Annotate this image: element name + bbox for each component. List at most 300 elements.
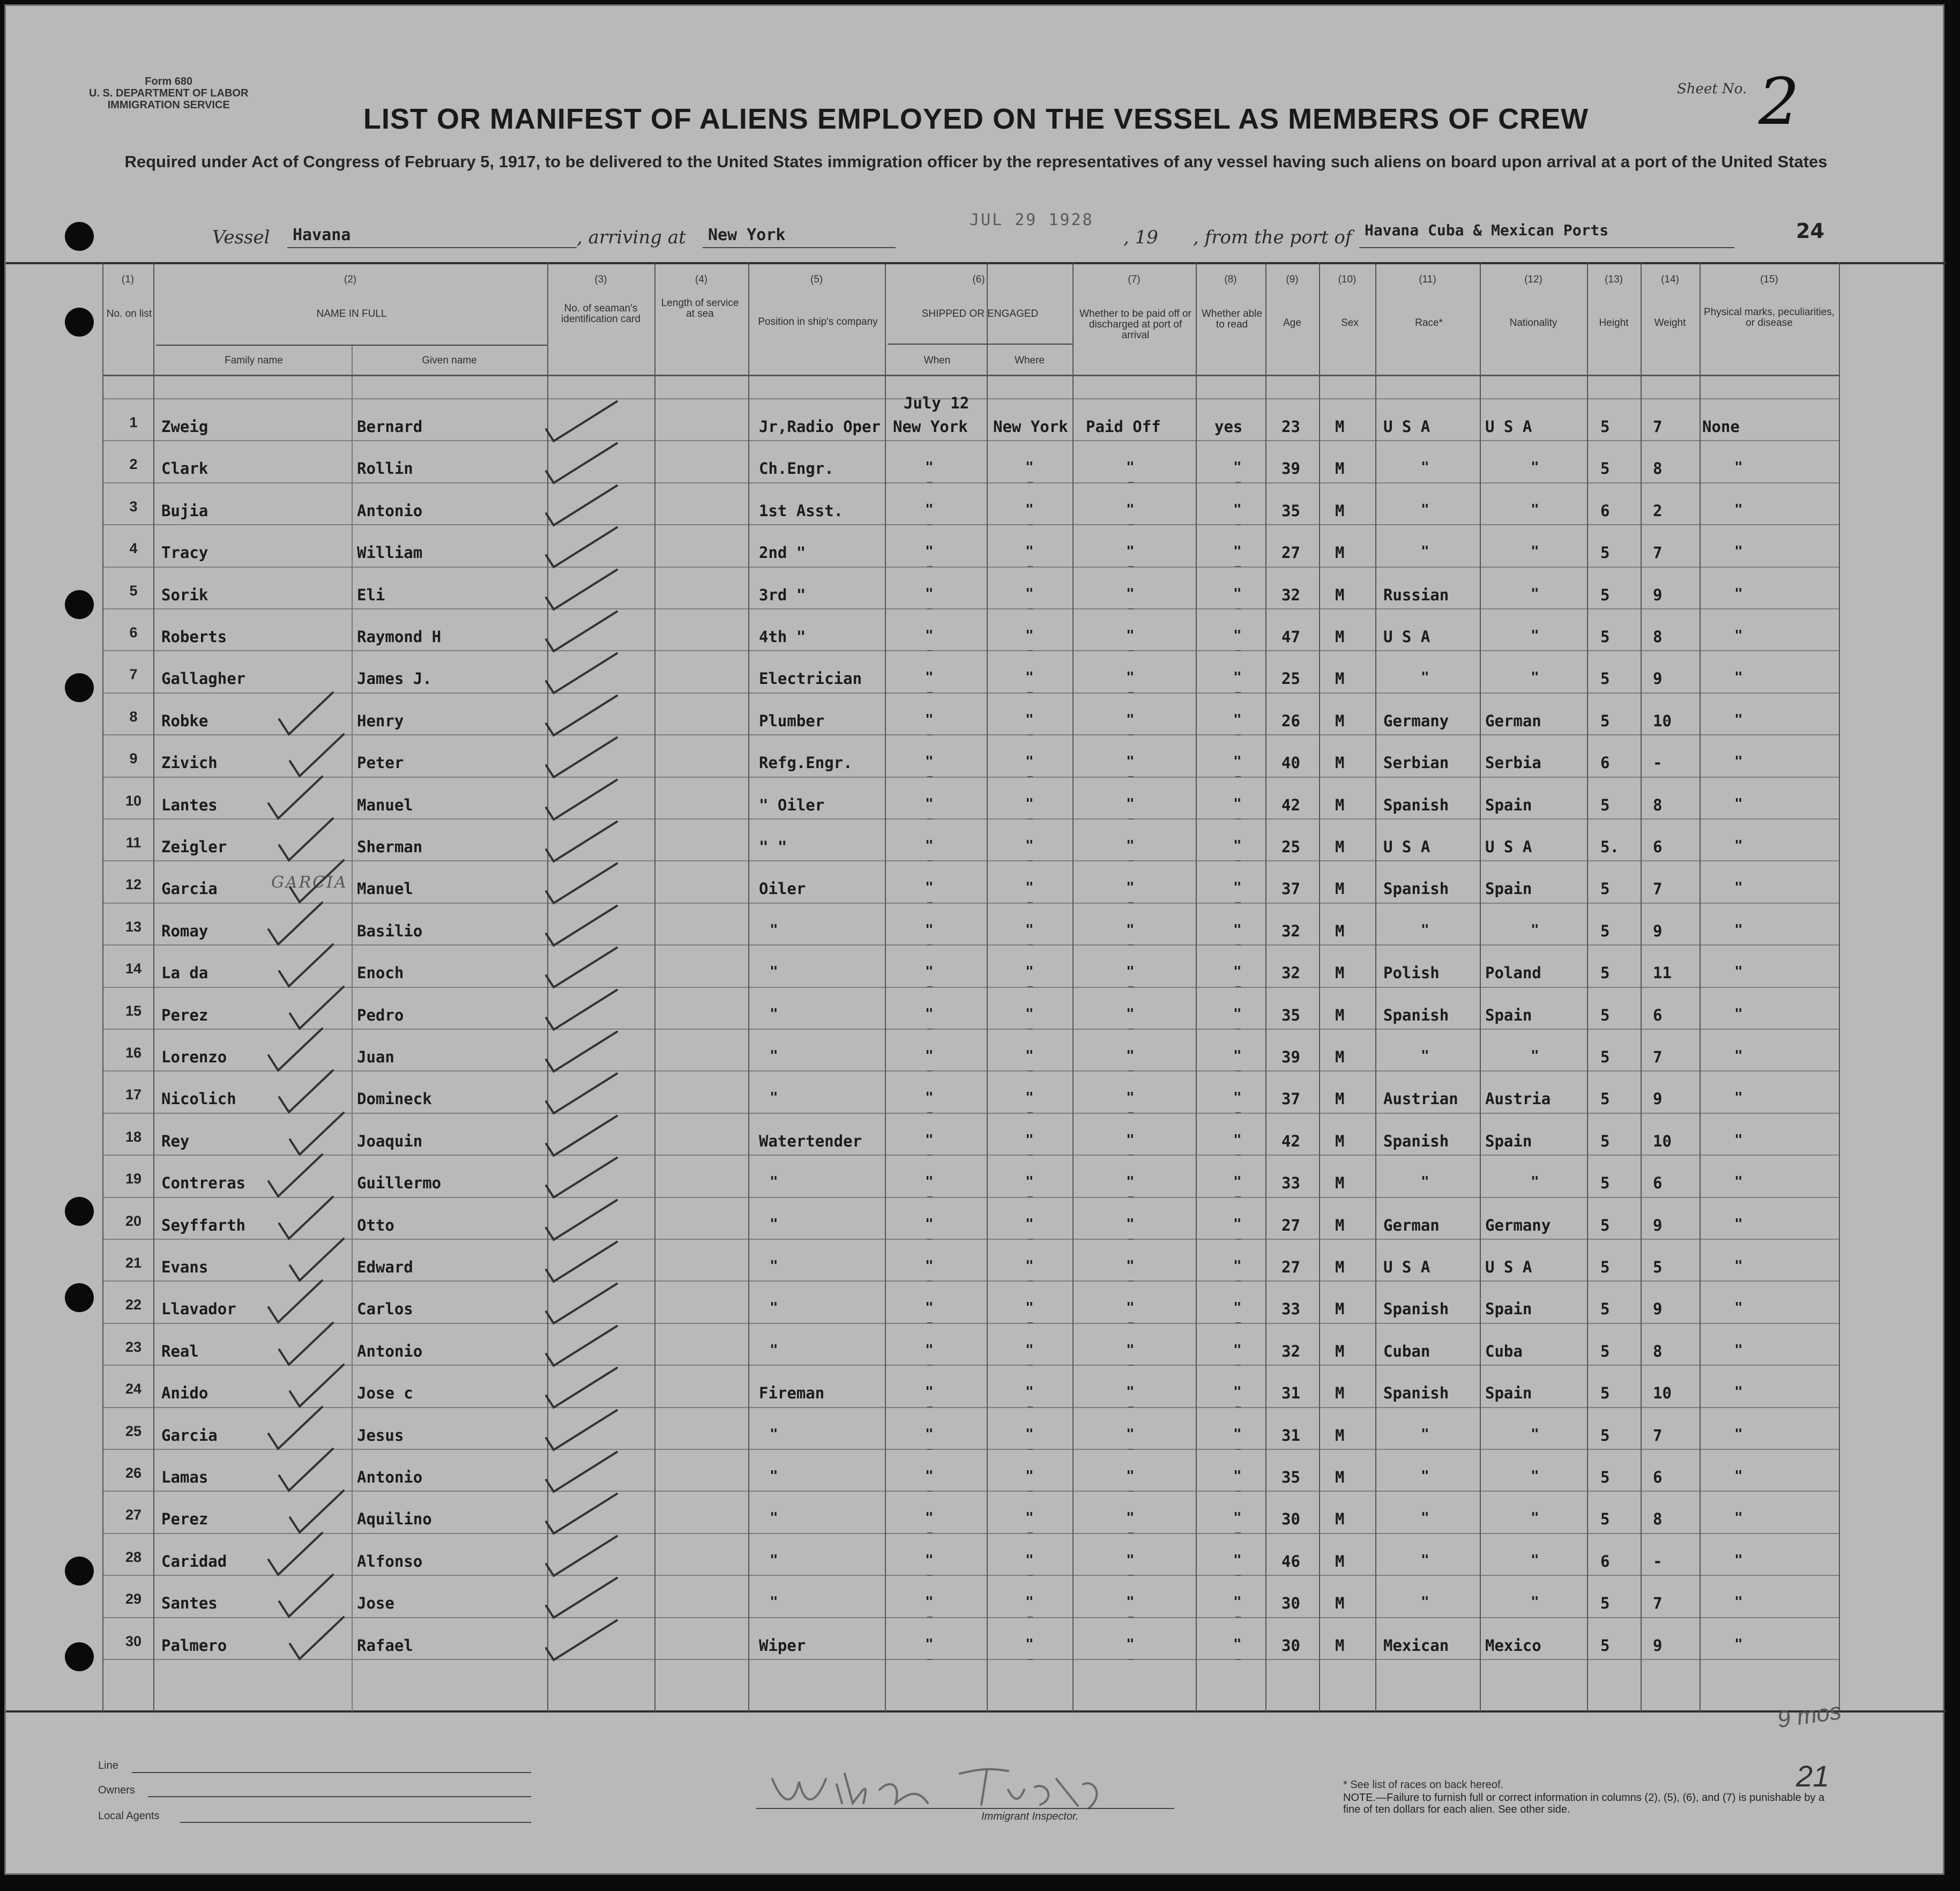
cell-read: " xyxy=(1233,1552,1242,1568)
form-number: Form 680 xyxy=(145,76,193,87)
cell-height: 5 xyxy=(1600,712,1610,730)
cell-weight: 9 xyxy=(1653,586,1663,604)
cell-height: 5. xyxy=(1600,838,1619,856)
row-number: 14 xyxy=(125,961,142,977)
row-number: 5 xyxy=(129,583,138,599)
cell-read: " xyxy=(1233,712,1242,728)
cell-read: " xyxy=(1233,796,1242,812)
cell-sex: M xyxy=(1335,754,1345,772)
header-shipped: SHIPPED OR ENGAGED xyxy=(921,308,1039,319)
cell-marks: " xyxy=(1734,459,1743,475)
header-weight: Weight xyxy=(1654,317,1686,329)
ditto-dash xyxy=(1027,608,1033,609)
cell-marks: " xyxy=(1734,1132,1743,1148)
binder-hole xyxy=(65,222,94,251)
cell-age: 39 xyxy=(1281,1048,1300,1066)
cell-family: Robke xyxy=(161,712,208,730)
cell-race: " xyxy=(1421,1552,1429,1568)
cell-sex: M xyxy=(1335,1510,1345,1528)
cell-given: Pedro xyxy=(357,1006,404,1024)
cell-position: Refg.Engr. xyxy=(759,754,853,772)
cell-marks: " xyxy=(1734,1174,1743,1190)
cell-race: Russian xyxy=(1383,586,1449,604)
ditto-dash xyxy=(927,902,933,903)
ditto-dash xyxy=(1128,902,1134,903)
cell-age: 32 xyxy=(1281,586,1300,604)
cell-sex: M xyxy=(1335,1216,1345,1234)
cell-paid: " xyxy=(1126,1636,1135,1652)
header-name-in-full: NAME IN FULL xyxy=(316,308,387,319)
row-number: 17 xyxy=(125,1086,142,1103)
ditto-dash xyxy=(927,944,933,946)
cell-sex: M xyxy=(1335,1048,1345,1066)
row-rule xyxy=(102,482,1839,483)
cell-weight: 11 xyxy=(1653,964,1672,982)
ditto-dash xyxy=(927,482,933,483)
ditto-dash xyxy=(1027,1280,1033,1282)
cell-paid: " xyxy=(1126,669,1135,686)
cell-race: " xyxy=(1421,1468,1429,1484)
cell-sex: M xyxy=(1335,1090,1345,1108)
cell-sex: M xyxy=(1335,1258,1345,1276)
cell-age: 35 xyxy=(1281,502,1300,520)
ditto-dash xyxy=(1128,1406,1134,1408)
cell-read: " xyxy=(1233,1510,1242,1526)
cell-race: U S A xyxy=(1383,838,1430,856)
ditto-dash xyxy=(927,1239,933,1240)
cell-age: 35 xyxy=(1281,1006,1300,1024)
table-top-rule xyxy=(6,262,1946,264)
cell-sex: M xyxy=(1335,922,1345,940)
cell-race: Spanish xyxy=(1383,1300,1449,1318)
cell-sex: M xyxy=(1335,1594,1345,1612)
row-number: 18 xyxy=(125,1129,142,1145)
cell-when: " xyxy=(925,1006,934,1022)
cell-read: " xyxy=(1233,459,1242,475)
ditto-dash xyxy=(1128,1155,1134,1156)
cell-height: 6 xyxy=(1600,754,1610,772)
cell-marks: " xyxy=(1734,502,1743,518)
cell-height: 5 xyxy=(1600,459,1610,478)
cell-where: " xyxy=(1025,1174,1034,1190)
ditto-dash xyxy=(1027,1070,1033,1071)
cell-marks: " xyxy=(1734,1006,1743,1022)
row-number: 13 xyxy=(125,919,142,935)
cell-where: New York xyxy=(993,418,1068,436)
cell-height: 6 xyxy=(1600,1552,1610,1570)
cell-marks: " xyxy=(1734,1468,1743,1484)
column-rule xyxy=(1072,263,1074,1711)
cell-when: " xyxy=(925,712,934,728)
cell-nationality: " xyxy=(1531,669,1539,686)
cell-read: " xyxy=(1233,880,1242,896)
ditto-dash xyxy=(927,1112,933,1113)
cell-family: Caridad xyxy=(161,1552,227,1570)
cell-given: Jesus xyxy=(357,1426,404,1445)
cell-paid: " xyxy=(1126,1090,1135,1106)
cell-nationality: Germany xyxy=(1485,1216,1551,1234)
cell-marks: " xyxy=(1734,1300,1743,1316)
row-rule xyxy=(102,608,1839,609)
header-when: When xyxy=(923,355,951,366)
ditto-dash xyxy=(1235,692,1241,693)
cell-race: U S A xyxy=(1383,628,1430,646)
ditto-dash xyxy=(1027,1659,1033,1660)
ditto-dash xyxy=(1027,1029,1033,1030)
ditto-dash xyxy=(927,818,933,820)
row-number: 4 xyxy=(129,540,138,556)
cell-where: " xyxy=(1025,1090,1034,1106)
ditto-dash xyxy=(1128,1196,1134,1197)
cell-weight: 7 xyxy=(1653,544,1663,562)
ditto-dash xyxy=(1235,1239,1241,1240)
cell-where: " xyxy=(1025,922,1034,938)
cell-family: Nicolich xyxy=(161,1090,236,1108)
row-number: 7 xyxy=(129,666,138,682)
cell-marks: " xyxy=(1734,1216,1743,1232)
cell-when: " xyxy=(925,544,934,560)
cell-position: " xyxy=(770,1342,778,1358)
from-port-label: , from the port of xyxy=(1193,227,1352,248)
ditto-dash xyxy=(1235,1449,1241,1450)
row-rule xyxy=(102,1070,1839,1071)
column-rule xyxy=(654,263,655,1711)
ditto-dash xyxy=(1027,1239,1033,1240)
cell-height: 5 xyxy=(1600,586,1610,604)
cell-height: 5 xyxy=(1600,964,1610,982)
cell-paid: " xyxy=(1126,922,1135,938)
cell-when: " xyxy=(925,1090,934,1106)
row-number: 27 xyxy=(125,1507,142,1523)
cell-height: 5 xyxy=(1600,1384,1610,1402)
row-rule xyxy=(102,650,1839,651)
row-number: 19 xyxy=(125,1171,142,1187)
cell-position: " xyxy=(770,1552,778,1568)
cell-marks: " xyxy=(1734,838,1743,854)
cell-read: " xyxy=(1233,1090,1242,1106)
cell-paid: " xyxy=(1126,754,1135,770)
row-number: 30 xyxy=(125,1633,142,1649)
cell-given: Peter xyxy=(357,754,404,772)
ditto-dash xyxy=(1235,734,1241,735)
cell-weight: 7 xyxy=(1653,418,1663,436)
cell-family: Rey xyxy=(161,1132,190,1150)
cell-nationality: Austria xyxy=(1485,1090,1551,1108)
ditto-dash xyxy=(1027,1406,1033,1408)
ditto-dash xyxy=(1235,482,1241,483)
cell-read: " xyxy=(1233,964,1242,980)
cell-race: " xyxy=(1421,1510,1429,1526)
cell-given: Carlos xyxy=(357,1300,413,1318)
cell-when: " xyxy=(925,669,934,686)
cell-when: " xyxy=(925,459,934,475)
cell-position: Oiler xyxy=(759,880,806,898)
cell-given: Rafael xyxy=(357,1636,413,1655)
cell-paid: " xyxy=(1126,712,1135,728)
cell-family: Palmero xyxy=(161,1636,227,1655)
cell-height: 5 xyxy=(1600,669,1610,688)
row-rule xyxy=(102,440,1839,441)
ditto-dash xyxy=(927,734,933,735)
cell-sex: M xyxy=(1335,669,1345,688)
cell-when: " xyxy=(925,1384,934,1400)
row-number: 9 xyxy=(129,750,138,766)
ditto-dash xyxy=(1027,524,1033,525)
cell-paid: " xyxy=(1126,544,1135,560)
race-note: * See list of races on back hereof. xyxy=(1343,1779,1504,1791)
cell-race: Spanish xyxy=(1383,796,1449,814)
cell-nationality: " xyxy=(1531,1468,1539,1484)
column-number: (12) xyxy=(1524,274,1542,285)
cell-when: " xyxy=(925,1510,934,1526)
column-rule xyxy=(102,263,103,1711)
cell-when: " xyxy=(925,1636,934,1652)
agents-field xyxy=(180,1822,531,1823)
binder-hole xyxy=(65,1557,94,1585)
cell-age: 30 xyxy=(1281,1594,1300,1612)
cell-where: " xyxy=(1025,1300,1034,1316)
cell-weight: 7 xyxy=(1653,1594,1663,1612)
ditto-dash xyxy=(1027,1617,1033,1618)
cell-where: " xyxy=(1025,712,1034,728)
cell-position: " xyxy=(770,1174,778,1190)
ditto-dash xyxy=(1235,944,1241,946)
column-rule xyxy=(1265,263,1266,1711)
cell-where: " xyxy=(1025,1132,1034,1148)
ditto-dash xyxy=(1235,1155,1241,1156)
ditto-dash xyxy=(927,776,933,777)
column-rule xyxy=(1641,263,1642,1711)
ditto-dash xyxy=(1235,1365,1241,1366)
cell-paid: " xyxy=(1126,880,1135,896)
cell-nationality: " xyxy=(1531,1048,1539,1064)
ditto-dash xyxy=(1027,1491,1033,1492)
cell-given: Manuel xyxy=(357,796,413,814)
shipped-header-rule xyxy=(888,344,1072,345)
cell-position: " xyxy=(770,1006,778,1022)
row-number: 23 xyxy=(125,1339,142,1355)
ditto-dash xyxy=(1128,860,1134,861)
ditto-dash xyxy=(927,608,933,609)
row-number: 10 xyxy=(125,793,142,809)
cell-paid: " xyxy=(1126,1426,1135,1442)
cell-read: " xyxy=(1233,1426,1242,1442)
cell-age: 42 xyxy=(1281,796,1300,814)
cell-read: " xyxy=(1233,1300,1242,1316)
ditto-dash xyxy=(927,524,933,525)
cell-given: Guillermo xyxy=(357,1174,442,1192)
cell-race: U S A xyxy=(1383,1258,1430,1276)
cell-given: Bernard xyxy=(357,418,423,436)
cell-paid: Paid Off xyxy=(1086,418,1161,436)
ditto-dash xyxy=(1128,1575,1134,1576)
binder-hole xyxy=(65,308,94,337)
cell-weight: 9 xyxy=(1653,1216,1663,1234)
cell-read: " xyxy=(1233,922,1242,938)
cell-age: 32 xyxy=(1281,964,1300,982)
cell-read: " xyxy=(1233,1258,1242,1274)
owners-label: Owners xyxy=(98,1784,135,1796)
cell-race: Spanish xyxy=(1383,880,1449,898)
ditto-dash xyxy=(927,986,933,987)
cell-weight: 9 xyxy=(1653,1636,1663,1655)
cell-where: " xyxy=(1025,502,1034,518)
cell-read: " xyxy=(1233,1132,1242,1148)
cell-paid: " xyxy=(1126,1258,1135,1274)
cell-sex: M xyxy=(1335,1384,1345,1402)
row-rule xyxy=(102,944,1839,946)
cell-read: " xyxy=(1233,669,1242,686)
cell-sex: M xyxy=(1335,838,1345,856)
ditto-dash xyxy=(1027,482,1033,483)
ditto-dash xyxy=(1235,902,1241,903)
cell-sex: M xyxy=(1335,1300,1345,1318)
cell-height: 5 xyxy=(1600,880,1610,898)
cell-family: Garcia xyxy=(161,1426,218,1445)
ditto-dash xyxy=(1235,1491,1241,1492)
row-rule xyxy=(102,1323,1839,1324)
cell-read: " xyxy=(1233,1468,1242,1484)
header-no-on-list: No. on list xyxy=(106,308,152,319)
ditto-dash xyxy=(1128,776,1134,777)
ditto-dash xyxy=(1027,1155,1033,1156)
cell-when: " xyxy=(925,796,934,812)
cell-where: " xyxy=(1025,1258,1034,1274)
cell-race: " xyxy=(1421,1426,1429,1442)
cell-read: " xyxy=(1233,1048,1242,1064)
row-number: 3 xyxy=(129,498,138,515)
sheet-number-label: Sheet No. xyxy=(1677,81,1747,97)
row-rule xyxy=(102,693,1839,694)
cell-read: " xyxy=(1233,502,1242,518)
cell-age: 27 xyxy=(1281,1258,1300,1276)
cell-paid: " xyxy=(1126,964,1135,980)
cell-sex: M xyxy=(1335,880,1345,898)
ditto-dash xyxy=(1128,1449,1134,1450)
cell-weight: 7 xyxy=(1653,1426,1663,1445)
cell-given: Jose xyxy=(357,1594,394,1612)
cell-race: German xyxy=(1383,1216,1440,1234)
cell-where: " xyxy=(1025,1384,1034,1400)
cell-paid: " xyxy=(1126,1342,1135,1358)
cell-read: " xyxy=(1233,1006,1242,1022)
cell-height: 5 xyxy=(1600,1048,1610,1066)
ditto-dash xyxy=(1027,566,1033,567)
margin-count: 21 xyxy=(1796,1759,1830,1793)
cell-position: 2nd " xyxy=(759,544,806,562)
cell-height: 5 xyxy=(1600,1342,1610,1360)
sheet-number: 2 xyxy=(1758,65,1800,139)
cell-marks: " xyxy=(1734,1048,1743,1064)
cell-given: Basilio xyxy=(357,922,423,940)
from-port: Havana Cuba & Mexican Ports xyxy=(1365,221,1609,239)
cell-when: " xyxy=(925,754,934,770)
cell-paid: " xyxy=(1126,1006,1135,1022)
ditto-dash xyxy=(1235,986,1241,987)
cell-position: Plumber xyxy=(759,712,825,730)
cell-when: " xyxy=(925,502,934,518)
ditto-dash xyxy=(1027,1196,1033,1197)
cell-age: 40 xyxy=(1281,754,1300,772)
column-rule xyxy=(1480,263,1481,1711)
cell-read: " xyxy=(1233,838,1242,854)
ditto-dash xyxy=(1027,1112,1033,1113)
cell-position: " xyxy=(770,964,778,980)
cell-height: 5 xyxy=(1600,1636,1610,1655)
cell-race: " xyxy=(1421,669,1429,686)
line-label: Line xyxy=(98,1760,118,1771)
cell-where: " xyxy=(1025,754,1034,770)
cell-read: " xyxy=(1233,544,1242,560)
cell-age: 26 xyxy=(1281,712,1300,730)
cell-marks: " xyxy=(1734,544,1743,560)
cell-weight: 10 xyxy=(1653,712,1672,730)
cell-where: " xyxy=(1025,544,1034,560)
cell-height: 5 xyxy=(1600,1594,1610,1612)
column-number: (7) xyxy=(1128,274,1141,285)
column-number: (1) xyxy=(121,274,135,285)
cell-when: " xyxy=(925,964,934,980)
cell-weight: 10 xyxy=(1653,1384,1672,1402)
cell-nationality: Spain xyxy=(1485,880,1532,898)
cell-sex: M xyxy=(1335,628,1345,646)
cell-marks: " xyxy=(1734,754,1743,770)
header-family-name: Family name xyxy=(225,355,283,366)
cell-race: " xyxy=(1421,1174,1429,1190)
cell-marks: " xyxy=(1734,922,1743,938)
cell-weight: 6 xyxy=(1653,1006,1663,1024)
cell-sex: M xyxy=(1335,1342,1345,1360)
cell-position: 1st Asst. xyxy=(759,502,844,520)
ditto-dash xyxy=(1027,1575,1033,1576)
cell-sex: M xyxy=(1335,1468,1345,1486)
cell-age: 30 xyxy=(1281,1510,1300,1528)
cell-read: " xyxy=(1233,1636,1242,1652)
cell-nationality: " xyxy=(1531,1594,1539,1610)
cell-family: Sorik xyxy=(161,586,208,604)
cell-weight: 2 xyxy=(1653,502,1663,520)
ditto-dash xyxy=(927,1406,933,1408)
ditto-dash xyxy=(1235,524,1241,525)
header-nationality: Nationality xyxy=(1509,317,1557,329)
cell-when: " xyxy=(925,1342,934,1358)
cell-height: 5 xyxy=(1600,1300,1610,1318)
cell-where: " xyxy=(1025,459,1034,475)
cell-family: Zivich xyxy=(161,754,218,772)
cell-sex: M xyxy=(1335,502,1345,520)
row-number: 20 xyxy=(125,1213,142,1229)
header-race: Race* xyxy=(1415,317,1443,329)
binder-hole xyxy=(65,673,94,702)
cell-when: " xyxy=(925,1048,934,1064)
agents-label: Local Agents xyxy=(98,1810,160,1822)
row-number: 15 xyxy=(125,1003,142,1019)
ditto-dash xyxy=(927,1280,933,1282)
ditto-dash xyxy=(1027,902,1033,903)
cell-marks: " xyxy=(1734,1090,1743,1106)
row-number: 12 xyxy=(125,876,142,892)
underline xyxy=(287,247,577,248)
cell-sex: M xyxy=(1335,712,1345,730)
cell-where: " xyxy=(1025,586,1034,602)
row-rule xyxy=(102,524,1839,525)
ditto-dash xyxy=(1128,1112,1134,1113)
owners-field xyxy=(148,1796,531,1797)
cell-age: 27 xyxy=(1281,544,1300,562)
cell-weight: - xyxy=(1653,1552,1663,1570)
cell-family: Bujia xyxy=(161,502,208,520)
cell-height: 5 xyxy=(1600,1426,1610,1445)
